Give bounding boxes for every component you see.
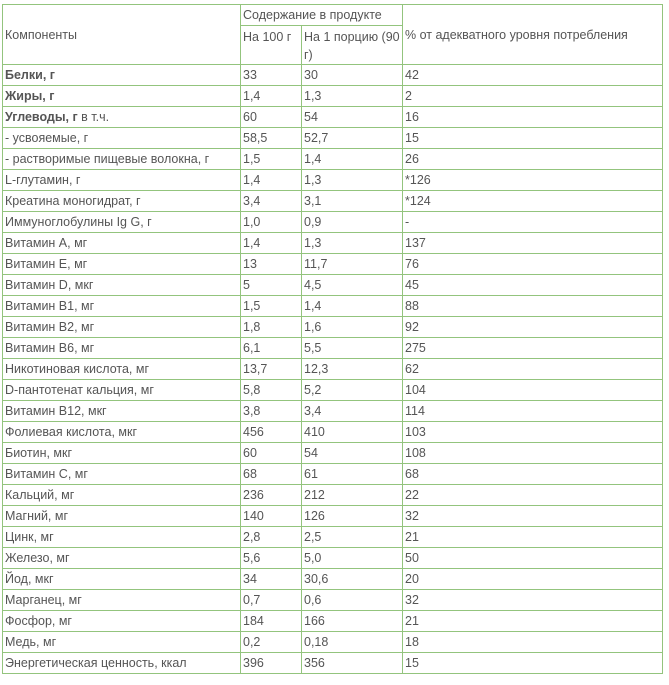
value-per-serving: 410 <box>302 422 403 443</box>
component-name <box>3 65 241 86</box>
value-per-100g: 1,8 <box>241 317 302 338</box>
component-name: - усвояемые, г <box>3 128 241 149</box>
table-row <box>3 149 663 170</box>
value-per-100g: 1,5 <box>241 296 302 317</box>
component-name-bold: Углеводы, г <box>5 110 78 124</box>
header-per-100g: На 100 г <box>241 26 302 65</box>
value-percent: 275 <box>403 338 663 359</box>
value-per-100g: 1,4 <box>241 233 302 254</box>
value-per-serving: 4,5 <box>302 275 403 296</box>
value-percent: *126 <box>403 170 663 191</box>
value-per-serving: 1,3 <box>302 170 403 191</box>
table-row <box>3 611 663 632</box>
component-name: Витамин С, мг <box>3 464 241 485</box>
value-per-serving: 30,6 <box>302 569 403 590</box>
value-per-serving: 0,18 <box>302 632 403 653</box>
header-percent: % от адекватного уровня потребления <box>403 5 663 65</box>
value-per-100g: 34 <box>241 569 302 590</box>
nutrition-table-body <box>3 5 663 674</box>
value-per-100g: 184 <box>241 611 302 632</box>
value-per-100g: 60 <box>241 107 302 128</box>
value-percent: 32 <box>403 506 663 527</box>
value-per-100g: 3,8 <box>241 401 302 422</box>
value-per-serving: 126 <box>302 506 403 527</box>
table-row <box>3 653 663 674</box>
component-name: Фолиевая кислота, мкг <box>3 422 241 443</box>
value-per-100g: 58,5 <box>241 128 302 149</box>
table-row <box>3 359 663 380</box>
value-per-100g: 6,1 <box>241 338 302 359</box>
table-row <box>3 464 663 485</box>
value-percent: *124 <box>403 191 663 212</box>
value-per-serving: 54 <box>302 443 403 464</box>
value-per-serving: 1,3 <box>302 86 403 107</box>
table-row <box>3 443 663 464</box>
value-per-serving: 356 <box>302 653 403 674</box>
value-percent: 76 <box>403 254 663 275</box>
component-name: Магний, мг <box>3 506 241 527</box>
value-per-serving: 5,0 <box>302 548 403 569</box>
component-name: Витамин В2, мг <box>3 317 241 338</box>
table-row <box>3 65 663 86</box>
value-per-100g: 33 <box>241 65 302 86</box>
value-per-serving: 5,5 <box>302 338 403 359</box>
value-percent: 15 <box>403 128 663 149</box>
value-per-100g: 140 <box>241 506 302 527</box>
value-per-serving: 2,5 <box>302 527 403 548</box>
component-name <box>3 107 241 128</box>
value-per-serving: 3,1 <box>302 191 403 212</box>
value-percent: 21 <box>403 527 663 548</box>
value-per-100g: 1,5 <box>241 149 302 170</box>
component-name: Йод, мкг <box>3 569 241 590</box>
header-per-serving: На 1 порцию (90 г) <box>302 26 403 65</box>
value-per-serving: 5,2 <box>302 380 403 401</box>
value-percent: 26 <box>403 149 663 170</box>
component-name: - растворимые пищевые волокна, г <box>3 149 241 170</box>
component-name: Марганец, мг <box>3 590 241 611</box>
value-per-100g: 2,8 <box>241 527 302 548</box>
value-per-100g: 236 <box>241 485 302 506</box>
value-per-serving: 1,3 <box>302 233 403 254</box>
table-row <box>3 233 663 254</box>
value-per-100g: 5 <box>241 275 302 296</box>
value-percent: 68 <box>403 464 663 485</box>
value-per-100g: 60 <box>241 443 302 464</box>
value-per-100g: 0,7 <box>241 590 302 611</box>
table-row <box>3 296 663 317</box>
nutrition-table <box>2 4 663 674</box>
component-name: Фосфор, мг <box>3 611 241 632</box>
value-per-100g: 1,0 <box>241 212 302 233</box>
component-name: Витамин В1, мг <box>3 296 241 317</box>
value-per-100g: 3,4 <box>241 191 302 212</box>
table-row <box>3 401 663 422</box>
table-row <box>3 485 663 506</box>
table-row <box>3 254 663 275</box>
table-row <box>3 275 663 296</box>
value-percent: 42 <box>403 65 663 86</box>
table-row <box>3 191 663 212</box>
value-percent: 20 <box>403 569 663 590</box>
value-per-100g: 5,6 <box>241 548 302 569</box>
value-percent: 103 <box>403 422 663 443</box>
table-row <box>3 170 663 191</box>
component-name: D-пантотенат кальция, мг <box>3 380 241 401</box>
value-per-serving: 212 <box>302 485 403 506</box>
table-row <box>3 422 663 443</box>
component-name: L-глутамин, г <box>3 170 241 191</box>
value-percent: 137 <box>403 233 663 254</box>
header-content: Содержание в продукте <box>241 5 403 26</box>
component-name: Витамин Е, мг <box>3 254 241 275</box>
value-percent: 15 <box>403 653 663 674</box>
header-components: Компоненты <box>3 5 241 65</box>
component-name <box>3 86 241 107</box>
value-percent: 18 <box>403 632 663 653</box>
table-row <box>3 317 663 338</box>
value-per-100g: 1,4 <box>241 86 302 107</box>
component-name: Кальций, мг <box>3 485 241 506</box>
value-percent: 16 <box>403 107 663 128</box>
component-name: Медь, мг <box>3 632 241 653</box>
component-name-bold: Жиры, г <box>5 89 55 103</box>
table-row <box>3 128 663 149</box>
value-percent: 92 <box>403 317 663 338</box>
value-per-serving: 1,4 <box>302 149 403 170</box>
value-percent: 22 <box>403 485 663 506</box>
value-per-100g: 13,7 <box>241 359 302 380</box>
component-name: Креатина моногидрат, г <box>3 191 241 212</box>
value-per-serving: 1,6 <box>302 317 403 338</box>
value-per-serving: 166 <box>302 611 403 632</box>
value-percent: 50 <box>403 548 663 569</box>
table-row <box>3 632 663 653</box>
table-row <box>3 212 663 233</box>
value-per-serving: 11,7 <box>302 254 403 275</box>
value-percent: 114 <box>403 401 663 422</box>
value-per-100g: 396 <box>241 653 302 674</box>
value-percent: 62 <box>403 359 663 380</box>
value-per-serving: 0,6 <box>302 590 403 611</box>
value-per-serving: 54 <box>302 107 403 128</box>
table-row <box>3 107 663 128</box>
value-percent: 108 <box>403 443 663 464</box>
component-name: Биотин, мкг <box>3 443 241 464</box>
value-per-100g: 13 <box>241 254 302 275</box>
component-name: Витамин D, мкг <box>3 275 241 296</box>
value-per-serving: 61 <box>302 464 403 485</box>
value-percent: - <box>403 212 663 233</box>
value-percent: 45 <box>403 275 663 296</box>
value-per-100g: 1,4 <box>241 170 302 191</box>
value-per-serving: 52,7 <box>302 128 403 149</box>
value-per-100g: 68 <box>241 464 302 485</box>
component-name: Витамин В12, мкг <box>3 401 241 422</box>
table-row <box>3 380 663 401</box>
table-row <box>3 548 663 569</box>
table-row <box>3 506 663 527</box>
component-name: Витамин А, мг <box>3 233 241 254</box>
table-row <box>3 569 663 590</box>
value-per-serving: 12,3 <box>302 359 403 380</box>
value-percent: 88 <box>403 296 663 317</box>
table-row <box>3 527 663 548</box>
component-name: Цинк, мг <box>3 527 241 548</box>
value-per-serving: 30 <box>302 65 403 86</box>
table-row <box>3 86 663 107</box>
value-per-serving: 0,9 <box>302 212 403 233</box>
value-per-serving: 3,4 <box>302 401 403 422</box>
header-row-1 <box>3 5 663 26</box>
value-per-100g: 5,8 <box>241 380 302 401</box>
value-per-100g: 0,2 <box>241 632 302 653</box>
table-row <box>3 590 663 611</box>
component-name: Железо, мг <box>3 548 241 569</box>
value-per-100g: 456 <box>241 422 302 443</box>
component-name: Никотиновая кислота, мг <box>3 359 241 380</box>
component-name: Энергетическая ценность, ккал <box>3 653 241 674</box>
value-percent: 32 <box>403 590 663 611</box>
value-per-serving: 1,4 <box>302 296 403 317</box>
value-percent: 21 <box>403 611 663 632</box>
value-percent: 2 <box>403 86 663 107</box>
component-name-suffix: в т.ч. <box>77 110 110 124</box>
component-name-bold: Белки, г <box>5 68 55 82</box>
component-name: Витамин В6, мг <box>3 338 241 359</box>
component-name: Иммуноглобулины Ig G, г <box>3 212 241 233</box>
table-row <box>3 338 663 359</box>
value-percent: 104 <box>403 380 663 401</box>
